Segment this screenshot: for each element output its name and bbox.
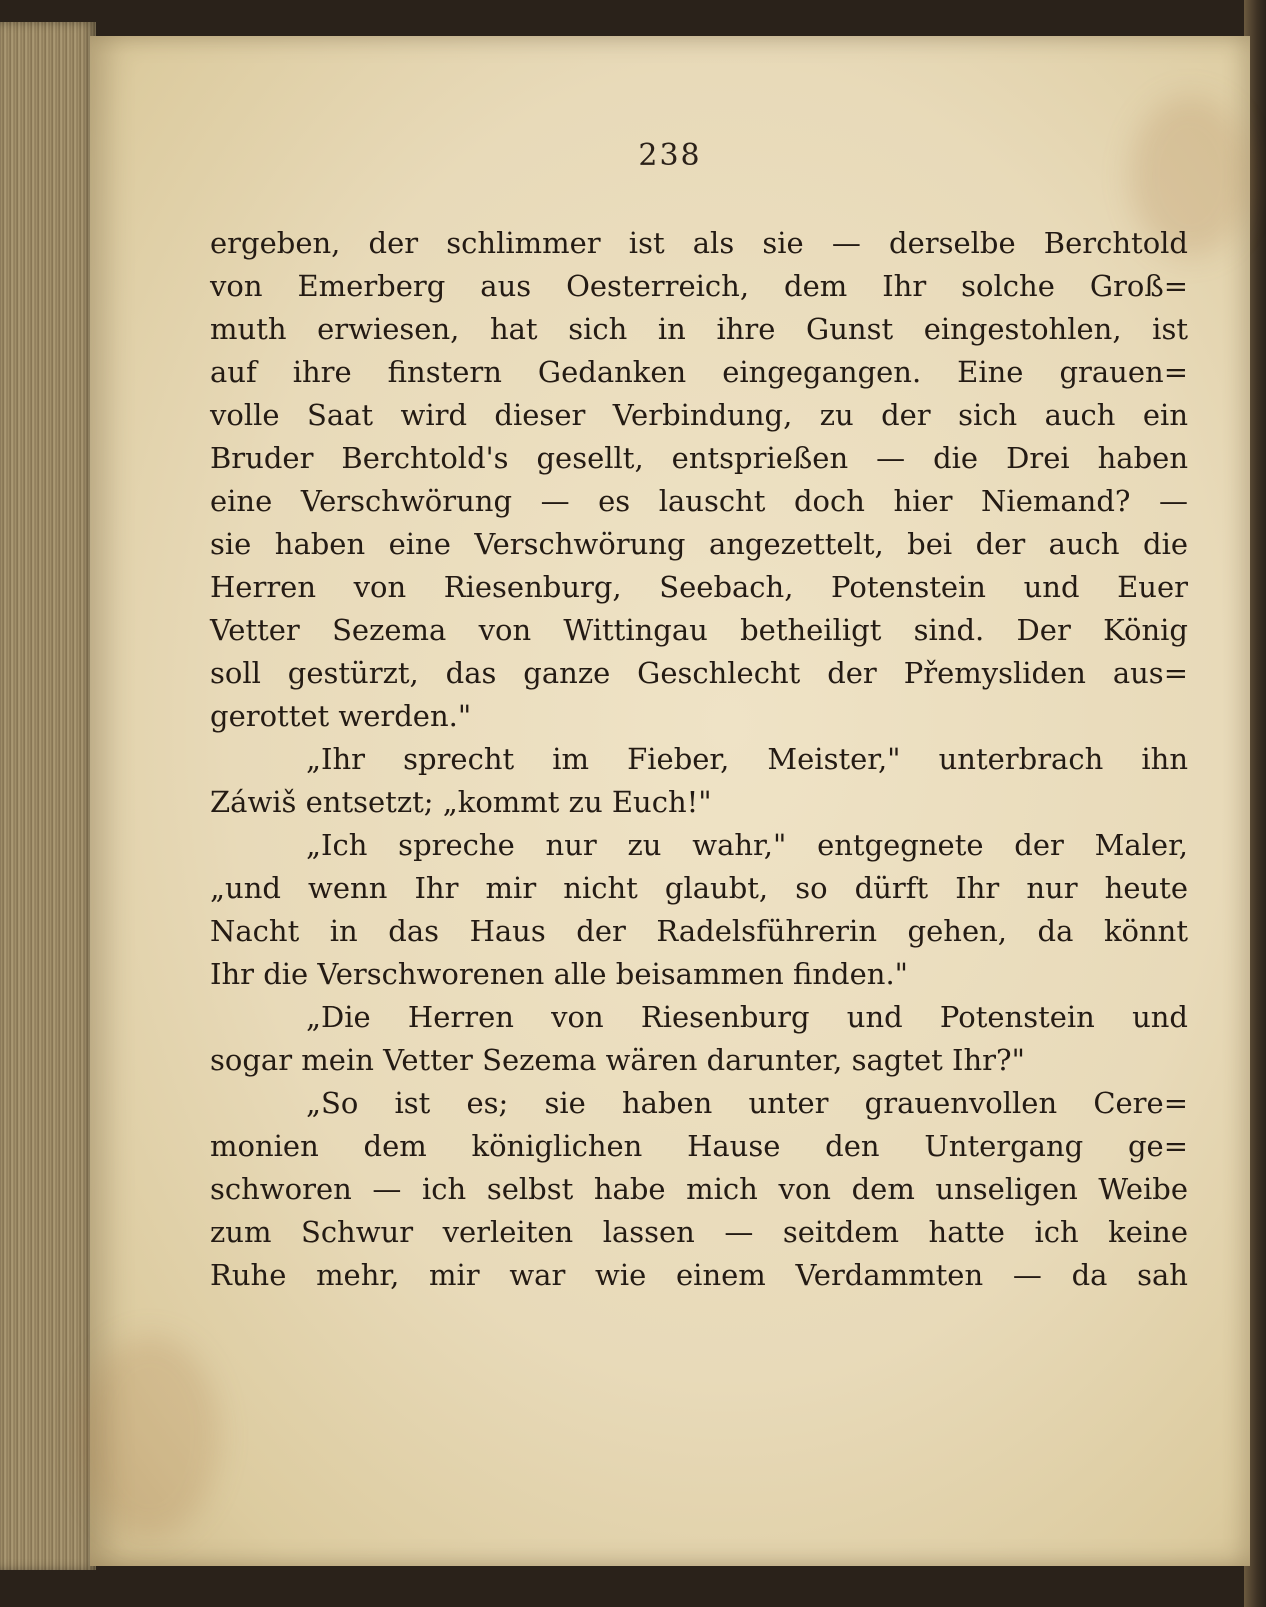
text-line: sogar mein Vetter Sezema wären darunter, sagtet Ihr?" (210, 1043, 1025, 1077)
text-line: volle Saat wird dieser Verbindung, zu der sich auch ein (210, 398, 1188, 432)
text-line: „Ich spreche nur zu wahr," entgegnete der Maler, (306, 828, 1188, 862)
page-edges-left (0, 22, 96, 1570)
text-line: Ruhe mehr, mir war wie einem Verdammten — da sah (210, 1258, 1188, 1292)
text-line: Vetter Sezema von Wittingau betheiligt sind. Der König (210, 613, 1188, 647)
text-line: „So ist es; sie haben unter grauenvollen Cere= (306, 1086, 1188, 1120)
text-line: Ihr die Verschworenen alle beisammen finden." (210, 957, 909, 991)
book-page (90, 36, 1250, 1566)
text-line: schworen — ich selbst habe mich von dem unseligen Weibe (210, 1172, 1188, 1206)
text-line: eine Verschwörung — es lauscht doch hier Niemand? — (210, 484, 1188, 518)
body-text (210, 222, 1188, 1297)
text-line: Herren von Riesenburg, Seebach, Potenstein und Euer (210, 570, 1188, 604)
text-line: sie haben eine Verschwörung angezettelt, bei der auch die (210, 527, 1188, 561)
text-line: „und wenn Ihr mir nicht glaubt, so dürft Ihr nur heute (210, 871, 1188, 905)
text-line: soll gestürzt, das ganze Geschlecht der Přemysliden aus= (210, 656, 1188, 690)
text-line: „Ihr sprecht im Fieber, Meister," unterbrach ihn (306, 742, 1188, 776)
text-line: „Die Herren von Riesenburg und Potenstein und (306, 1000, 1188, 1034)
text-line: zum Schwur verleiten lassen — seitdem hatte ich keine (210, 1215, 1188, 1249)
text-line: gerottet werden." (210, 699, 472, 733)
text-line: auf ihre finstern Gedanken eingegangen. Eine grauen= (210, 355, 1188, 389)
page-number: 238 (638, 138, 702, 173)
text-line: Záwiš entsetzt; „kommt zu Euch!" (210, 785, 712, 819)
text-line: von Emerberg aus Oesterreich, dem Ihr solche Groß= (210, 269, 1188, 303)
paper-stain (80, 1336, 220, 1536)
text-line: Bruder Berchtold's gesellt, entsprießen — die Drei haben (210, 441, 1188, 475)
text-line: ergeben, der schlimmer ist als sie — derselbe Berchtold (210, 226, 1188, 260)
text-line: Nacht in das Haus der Radelsführerin gehen, da könnt (210, 914, 1188, 948)
text-line: muth erwiesen, hat sich in ihre Gunst eingestohlen, ist (210, 312, 1188, 346)
text-line: monien dem königlichen Hause den Untergang ge= (210, 1129, 1188, 1163)
